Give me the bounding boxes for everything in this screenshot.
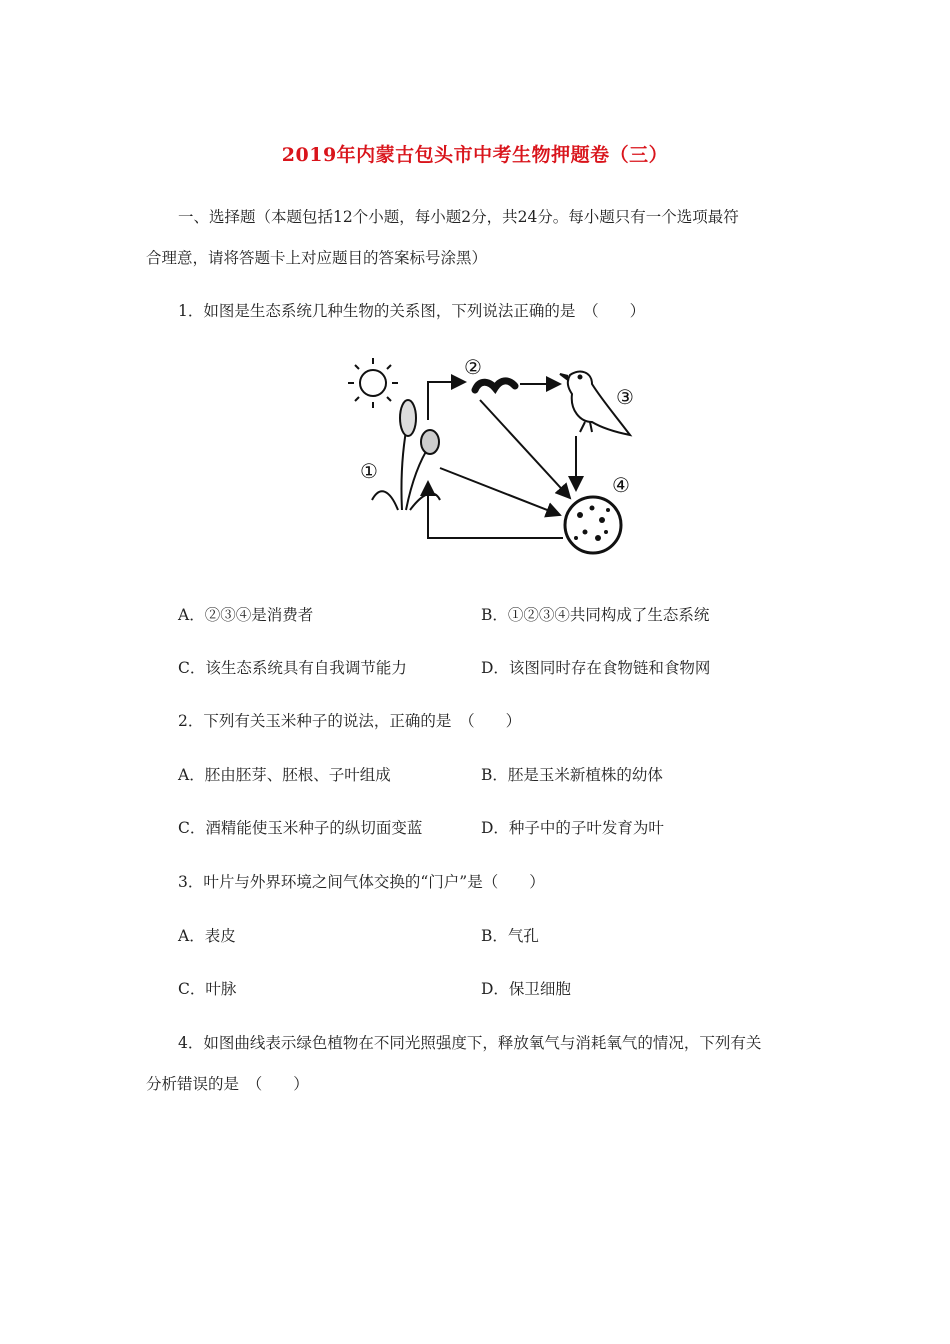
ecosystem-figure [340, 350, 640, 560]
q2-stem: 2．下列有关玉米种子的说法，正确的是 （ ） [178, 712, 522, 730]
q2-option-b: B．胚是玉米新植株的幼体 [481, 766, 663, 784]
q4-stem-line2: 分析错误的是 （ ） [146, 1075, 309, 1093]
label-2: ② [464, 355, 482, 379]
q4-stem-line1: 4．如图曲线表示绿色植物在不同光照强度下，释放氧气与消耗氧气的情况，下列有关 [178, 1034, 762, 1052]
q1-option-d: D．该图同时存在食物链和食物网 [481, 659, 711, 677]
q3-option-b: B．气孔 [481, 927, 539, 945]
label-4: ④ [612, 473, 630, 497]
q1-option-b: B．①②③④共同构成了生态系统 [481, 606, 710, 624]
section-heading-line1: 一、选择题（本题包括12个小题，每小题2分，共24分。每小题只有一个选项最符 [178, 208, 739, 226]
q3-option-d: D．保卫细胞 [481, 980, 571, 998]
sun-icon [348, 358, 398, 408]
q2-option-a: A．胚由胚芽、胚根、子叶组成 [178, 766, 391, 784]
q3-stem: 3．叶片与外界环境之间气体交换的“门户”是（ ） [178, 873, 545, 891]
q1-option-c: C．该生态系统具有自我调节能力 [178, 659, 407, 677]
section-heading-line2: 合理意，请将答题卡上对应题目的答案标号涂黑） [146, 249, 488, 267]
q1-stem: 1．如图是生态系统几种生物的关系图，下列说法正确的是 （ ） [178, 302, 646, 320]
q2-option-c: C．酒精能使玉米种子的纵切面变蓝 [178, 819, 423, 837]
decomposer-icon [565, 497, 621, 553]
plant-icon [372, 400, 440, 510]
q3-option-c: C．叶脉 [178, 980, 237, 998]
ecosystem-diagram [340, 350, 640, 560]
page-title: 2019年内蒙古包头市中考生物押题卷（三） [281, 144, 669, 166]
label-1: ① [360, 459, 378, 483]
energy-arrows [428, 382, 576, 538]
caterpillar-icon [475, 381, 515, 390]
q2-option-d: D．种子中的子叶发育为叶 [481, 819, 664, 837]
q1-option-a: A．②③④是消费者 [178, 606, 314, 624]
label-3: ③ [616, 385, 634, 409]
q3-option-a: A．表皮 [178, 927, 236, 945]
